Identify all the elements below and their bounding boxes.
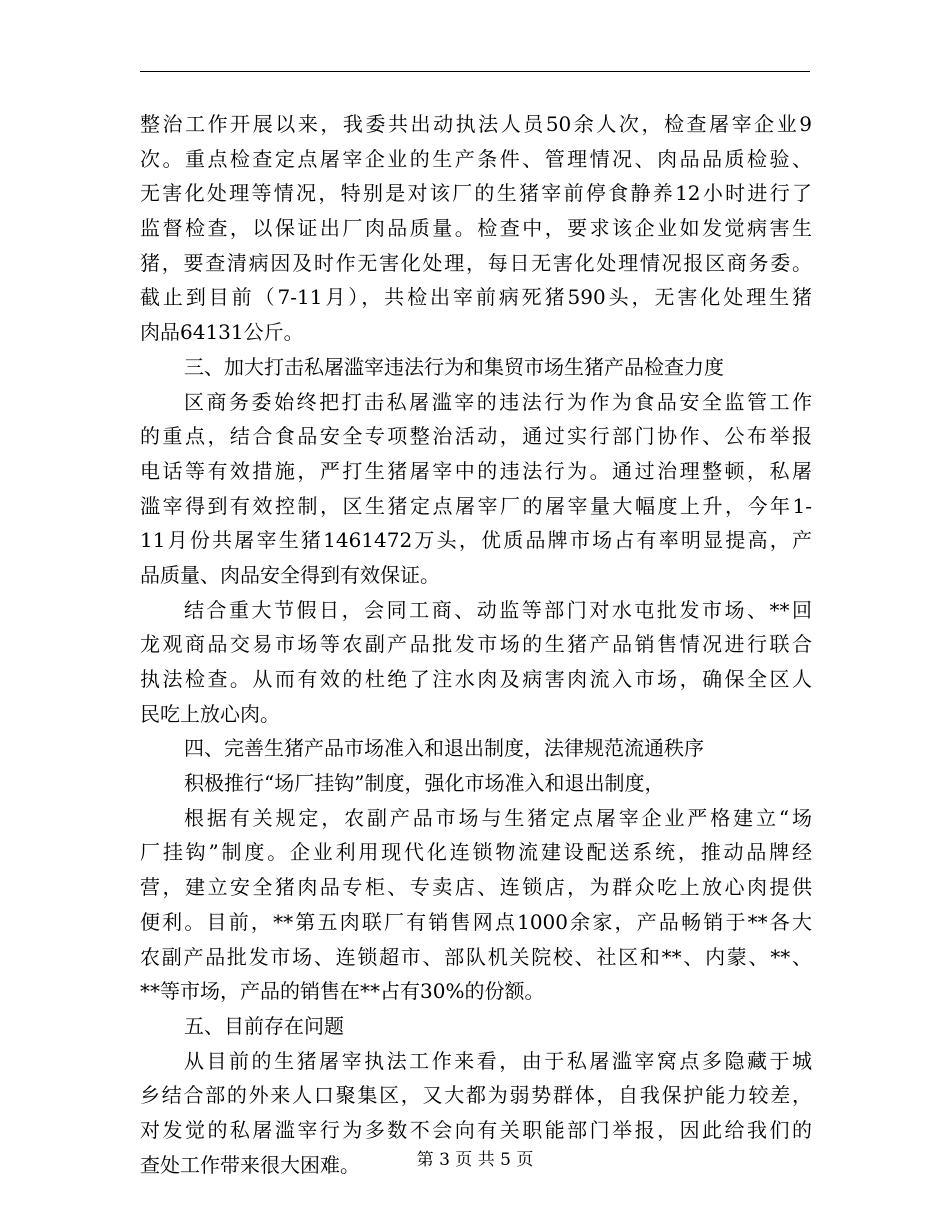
body-line: 品质量、肉品安全得到有效保证。 — [140, 562, 440, 587]
body-line: 执法检查。从而有效的杜绝了注水肉及病害肉流入市场，确保全区人 — [140, 667, 812, 691]
body-line: 猪，要查清病因及时作无害化处理，每日无害化处理情况报区商务委。 — [140, 250, 812, 275]
body-line: 对发觉的私屠滥宰行为多数不会向有关职能部门举报，因此给我们的 — [140, 1117, 812, 1142]
body-line: 结合重大节假日，会同工商、动监等部门对水屯批发市场、**回 — [184, 597, 812, 622]
section-heading-5: 五、目前存在问题 — [184, 1013, 344, 1038]
body-line: 次。重点检查定点屠宰企业的生产条件、管理情况、肉品品质检验、 — [140, 146, 812, 171]
body-line: 乡结合部的外来人口聚集区，又大都为弱势群体，自我保护能力较差， — [140, 1083, 812, 1108]
body-line: 监督检查，以保证出厂肉品质量。检查中，要求该企业如发觉病害生 — [140, 216, 812, 241]
body-line: 龙观商品交易市场等农副产品批发市场的生猪产品销售情况进行联合 — [140, 632, 812, 657]
body-line: 民吃上放心肉。 — [140, 701, 280, 726]
body-line: 肉品64131公斤。 — [140, 320, 304, 345]
document-body — [140, 107, 812, 1182]
body-line: 的重点，结合食品安全专项整治活动，通过实行部门协作、公布举报 — [140, 424, 812, 449]
body-line: 滥宰得到有效控制，区生猪定点屠宰厂的屠宰量大幅度上升，今年1- — [140, 493, 812, 518]
header-rule — [140, 71, 810, 72]
body-line: 便利。目前，**第五肉联厂有销售网点1000余家，产品畅销于**各大 — [140, 909, 812, 934]
body-line: **等市场，产品的销售在**占有30%的份额。 — [140, 979, 545, 1004]
body-line: 从目前的生猪屠宰执法工作来看，由于私屠滥宰窝点多隐藏于城 — [184, 1048, 812, 1073]
body-line: 农副产品批发市场、连锁超市、部队机关院校、社区和**、内蒙、**、 — [140, 944, 812, 969]
body-line: 无害化处理等情况，特别是对该厂的生猪宰前停食静养12小时进行了 — [140, 181, 812, 206]
body-line: 整治工作开展以来，我委共出动执法人员50余人次，检查屠宰企业9 — [140, 112, 812, 136]
section-heading-4: 四、完善生猪产品市场准入和退出制度，法律规范流通秩序 — [184, 736, 704, 761]
section-heading-3: 三、加大打击私屠滥宰违法行为和集贸市场生猪产品检查力度 — [184, 354, 724, 379]
body-line: 查处工作带来很大困难。 — [140, 1152, 360, 1177]
body-line: 区商务委始终把打击私屠滥宰的违法行为作为食品安全监管工作 — [184, 389, 812, 414]
body-line: 11月份共屠宰生猪1461472万头，优质品牌市场占有率明显提高，产 — [140, 528, 812, 553]
body-line: 积极推行“场厂挂钩”制度，强化市场准入和退出制度， — [184, 771, 665, 796]
page-number: 第 3 页 共 5 页 — [416, 1150, 534, 1170]
body-line: 根据有关规定，农副产品市场与生猪定点屠宰企业严格建立“场 — [184, 805, 812, 830]
body-line: 电话等有效措施，严打生猪屠宰中的违法行为。通过治理整顿，私屠 — [140, 458, 812, 483]
body-line: 截止到目前（7-11月），共检出宰前病死猪590头，无害化处理生猪 — [140, 285, 812, 310]
body-line: 营，建立安全猪肉品专柜、专卖店、连锁店，为群众吃上放心肉提供 — [140, 875, 812, 900]
body-line: 厂挂钩”制度。企业利用现代化连锁物流建设配送系统，推动品牌经 — [140, 840, 812, 865]
